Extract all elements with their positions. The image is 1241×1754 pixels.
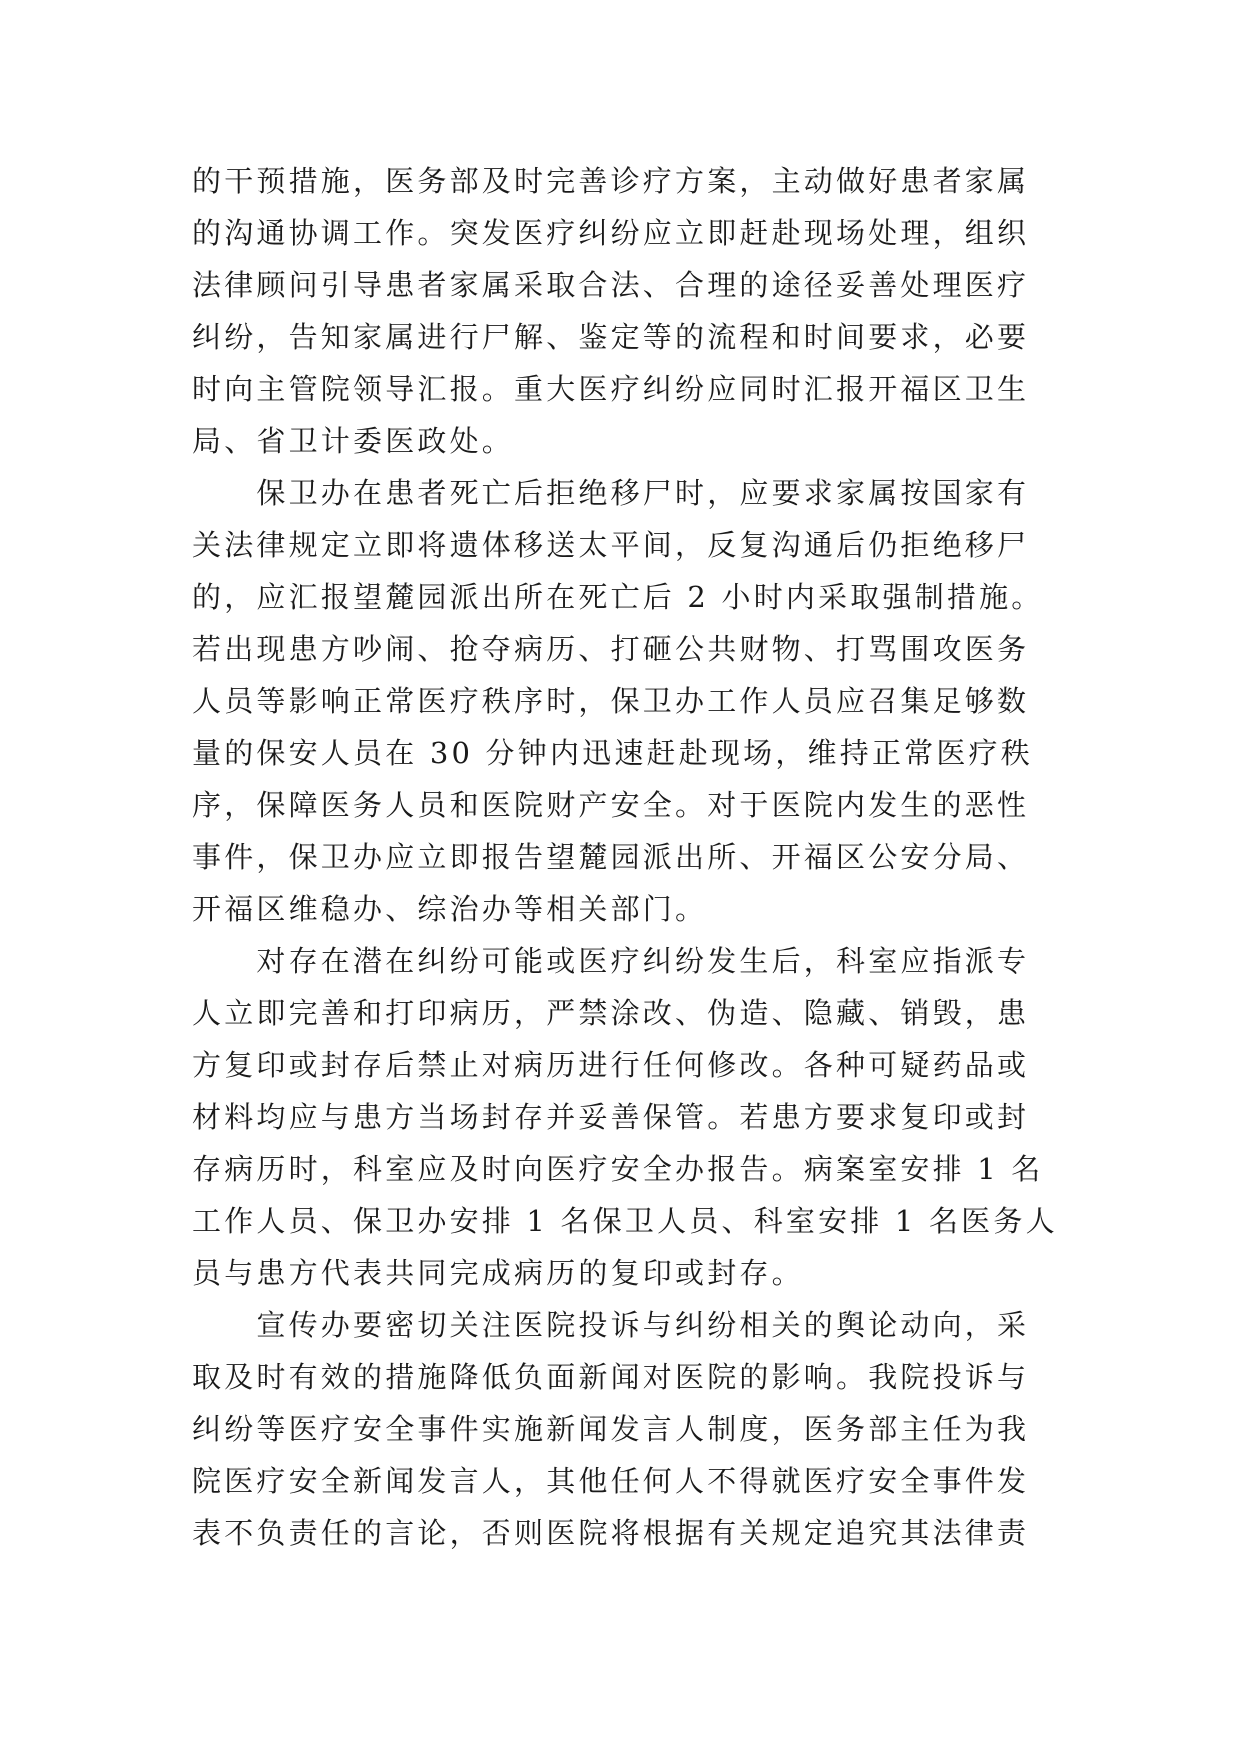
text-line: 保卫办在患者死亡后拒绝移尸时，应要求家属按国家有 [192,476,1030,510]
text-line: 的沟通协调工作。突发医疗纠纷应立即赶赴现场处理，组织 [192,216,1030,250]
document-body [192,155,1058,1559]
text-line: 对存在潜在纠纷可能或医疗纠纷发生后，科室应指派专 [192,944,1030,978]
text-line: 开福区维稳办、综治办等相关部门。 [192,892,708,926]
text-line: 宣传办要密切关注医院投诉与纠纷相关的舆论动向，采 [192,1308,1030,1342]
text-line: 的干预措施，医务部及时完善诊疗方案，主动做好患者家属 [192,164,1030,198]
text-line: 纠纷等医疗安全事件实施新闻发言人制度，医务部主任为我 [192,1412,1030,1446]
text-line: 表不负责任的言论，否则医院将根据有关规定追究其法律责 [192,1516,1030,1550]
text-line: 关法律规定立即将遗体移送太平间，反复沟通后仍拒绝移尸 [192,528,1030,562]
text-line: 工作人员、保卫办安排 1 名保卫人员、科室安排 1 名医务人 [192,1204,1058,1238]
text-line: 法律顾问引导患者家属采取合法、合理的途径妥善处理医疗 [192,268,1030,302]
text-line: 取及时有效的措施降低负面新闻对医院的影响。我院投诉与 [192,1360,1030,1394]
text-line: 时向主管院领导汇报。重大医疗纠纷应同时汇报开福区卫生 [192,372,1030,406]
text-line: 量的保安人员在 30 分钟内迅速赶赴现场，维持正常医疗秩 [192,736,1033,770]
text-line: 院医疗安全新闻发言人，其他任何人不得就医疗安全事件发 [192,1464,1030,1498]
text-line: 人员等影响正常医疗秩序时，保卫办工作人员应召集足够数 [192,684,1030,718]
text-line: 序，保障医务人员和医院财产安全。对于医院内发生的恶性 [192,788,1030,822]
text-line: 纠纷，告知家属进行尸解、鉴定等的流程和时间要求，必要 [192,320,1030,354]
text-line: 材料均应与患方当场封存并妥善保管。若患方要求复印或封 [192,1100,1030,1134]
text-line: 存病历时，科室应及时向医疗安全办报告。病案室安排 1 名 [192,1152,1044,1186]
text-line: 若出现患方吵闹、抢夺病历、打砸公共财物、打骂围攻医务 [192,632,1030,666]
text-line: 局、省卫计委医政处。 [192,424,515,458]
text-line: 方复印或封存后禁止对病历进行任何修改。各种可疑药品或 [192,1048,1030,1082]
text-line: 员与患方代表共同完成病历的复印或封存。 [192,1256,804,1290]
text-line: 人立即完善和打印病历，严禁涂改、伪造、隐藏、销毁，患 [192,996,1030,1030]
text-line: 的，应汇报望麓园派出所在死亡后 2 小时内采取强制措施。 [192,580,1044,614]
text-line: 事件，保卫办应立即报告望麓园派出所、开福区公安分局、 [192,840,1030,874]
